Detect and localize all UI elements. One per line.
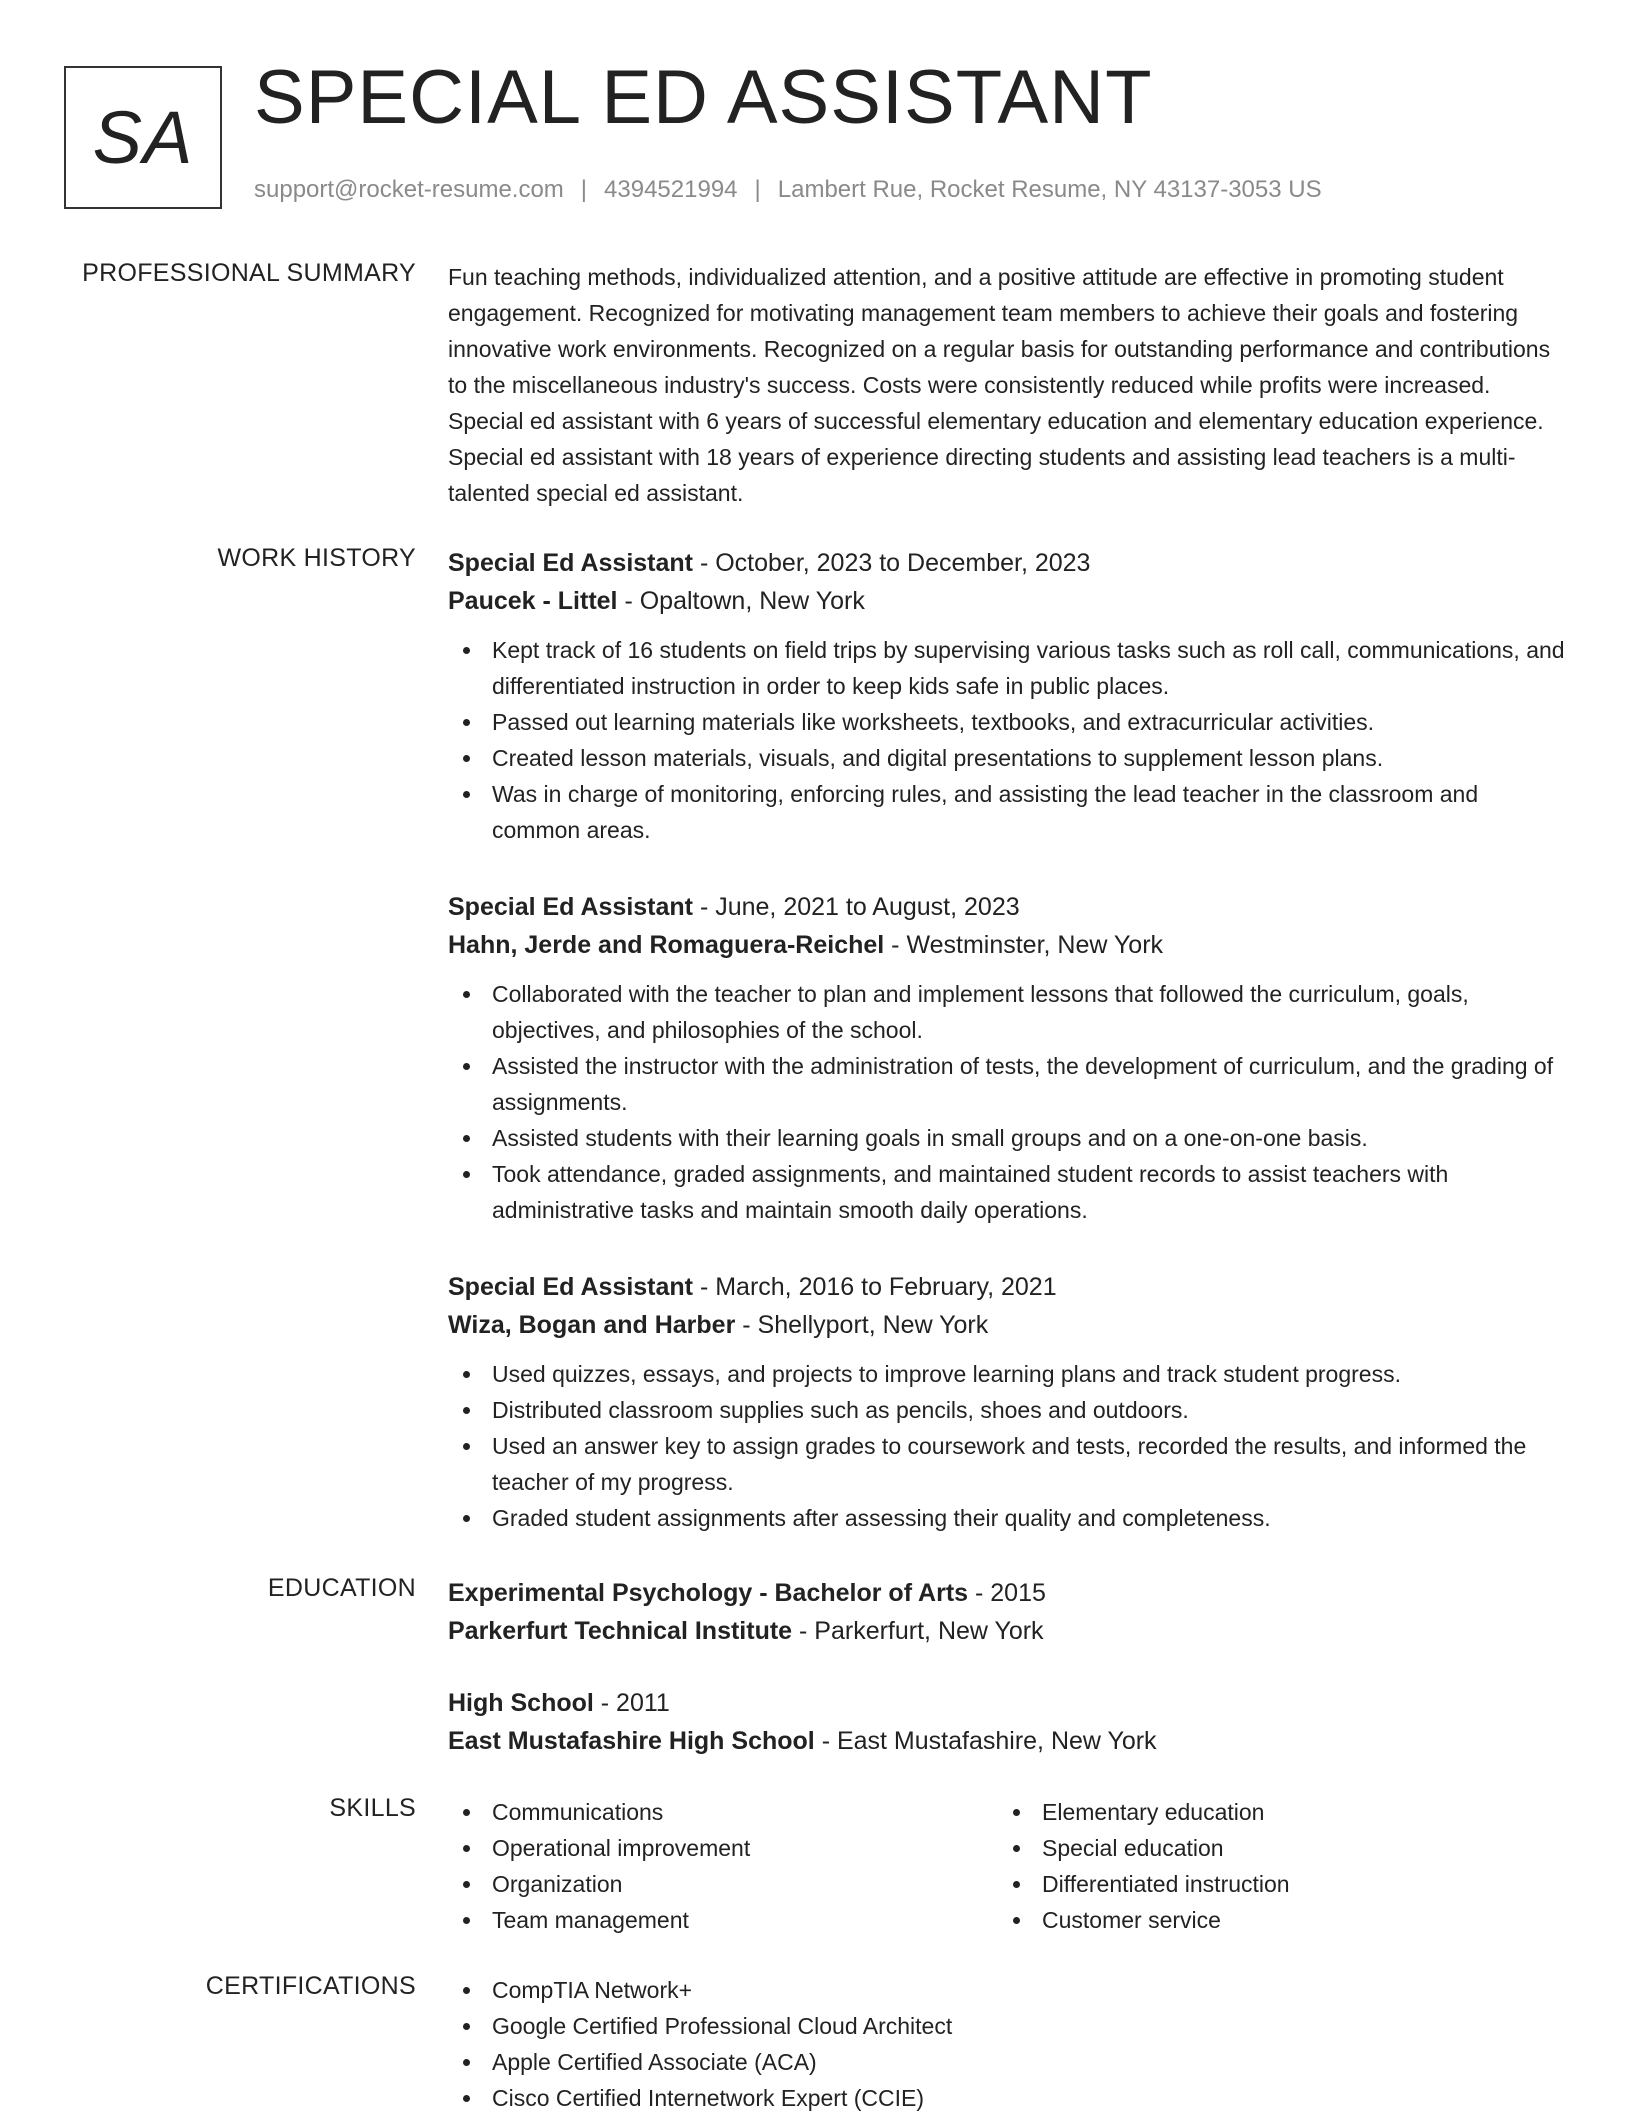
list-item: Collaborated with the teacher to plan and implement lessons that followed the curriculum, goals, objectives, and philosophies of the school. bbox=[448, 976, 1566, 1048]
job-company-line bbox=[448, 926, 1566, 964]
list-item: Passed out learning materials like worksheets, textbooks, and extracurricular activities. bbox=[448, 704, 1566, 740]
list-item: Team management bbox=[448, 1902, 998, 1938]
list-item: Was in charge of monitoring, enforcing rules, and assisting the lead teacher in the classroom and common areas. bbox=[448, 776, 1566, 848]
list-item: Cisco Certified Internetwork Expert (CCIE) bbox=[448, 2080, 1566, 2112]
initials: SA bbox=[92, 96, 194, 179]
certifications-title: CERTIFICATIONS bbox=[205, 1972, 416, 2000]
skills-left-list bbox=[448, 1794, 998, 1938]
job-location: - Shellyport, New York bbox=[735, 1311, 989, 1339]
contact-phone: 4394521994 bbox=[604, 176, 738, 203]
contact-address: Lambert Rue, Rocket Resume, NY 43137-3053 US bbox=[777, 176, 1322, 203]
job-role-line bbox=[448, 888, 1566, 926]
work-history-title: WORK HISTORY bbox=[217, 544, 416, 572]
job-bullets bbox=[448, 976, 1566, 1228]
contact-separator: | bbox=[580, 176, 588, 203]
list-item: Special education bbox=[998, 1830, 1548, 1866]
skills-grid bbox=[448, 1794, 1566, 1938]
list-item: Assisted students with their learning goals in small groups and on a one-on-one basis. bbox=[448, 1120, 1566, 1156]
job-role-line bbox=[448, 544, 1566, 582]
job-entry bbox=[448, 1268, 1566, 1536]
job-dates: - March, 2016 to February, 2021 bbox=[693, 1273, 1057, 1301]
education-degree: Experimental Psychology - Bachelor of Arts bbox=[448, 1579, 969, 1607]
skills-title: SKILLS bbox=[329, 1794, 416, 1822]
contact-separator: | bbox=[754, 176, 761, 203]
skills-right-list bbox=[998, 1794, 1548, 1938]
list-item: Differentiated instruction bbox=[998, 1866, 1548, 1902]
list-item: Operational improvement bbox=[448, 1830, 998, 1866]
education-degree-line bbox=[448, 1574, 1566, 1612]
job-company: Wiza, Bogan and Harber bbox=[448, 1311, 736, 1339]
list-item: CompTIA Network+ bbox=[448, 1972, 1566, 2008]
list-item: Used an answer key to assign grades to coursework and tests, recorded the results, and informed the teacher of my progress. bbox=[448, 1428, 1566, 1500]
list-item: Graded student assignments after assessing their quality and completeness. bbox=[448, 1500, 1566, 1536]
education-year: - 2015 bbox=[968, 1579, 1046, 1607]
list-item: Used quizzes, essays, and projects to improve learning plans and track student progress. bbox=[448, 1356, 1566, 1392]
resume-name: SPECIAL ED ASSISTANT bbox=[254, 55, 1153, 140]
education-year: - 2011 bbox=[593, 1689, 670, 1717]
education-degree-line bbox=[448, 1684, 1566, 1722]
list-item: Customer service bbox=[998, 1902, 1548, 1938]
education-school-line bbox=[448, 1612, 1566, 1650]
contact-line bbox=[254, 176, 1322, 204]
list-item: Apple Certified Associate (ACA) bbox=[448, 2044, 1566, 2080]
job-company-line bbox=[448, 1306, 1566, 1344]
list-item: Elementary education bbox=[998, 1794, 1548, 1830]
education-location: - Parkerfurt, New York bbox=[792, 1617, 1044, 1645]
summary-text: Fun teaching methods, individualized attention, and a positive attitude are effective in promoting student engagement. Recognized for motivating management team members to achieve their goals and fostering innovative work environments. Recognized on a regular basis for outstanding performance and contributions to the miscellaneous industry's success. Costs were consistently reduced while profits were increased. Special ed assistant with 6 years of successful elementary education and elementary education experience. Special ed assistant with 18 years of experience directing students and assisting lead teachers is a multi-talented special ed assistant. bbox=[448, 264, 1551, 506]
job-entry bbox=[448, 544, 1566, 848]
initials-monogram bbox=[64, 66, 222, 209]
job-bullets bbox=[448, 632, 1566, 848]
job-company-line bbox=[448, 582, 1566, 620]
job-dates: - October, 2023 to December, 2023 bbox=[693, 549, 1091, 577]
education-degree: High School bbox=[448, 1689, 594, 1717]
job-company: Paucek - Littel bbox=[448, 587, 618, 615]
job-company: Hahn, Jerde and Romaguera-Reichel bbox=[448, 931, 885, 959]
list-item: Assisted the instructor with the administration of tests, the development of curriculum, and the grading of assignments. bbox=[448, 1048, 1566, 1120]
education-title: EDUCATION bbox=[267, 1574, 416, 1602]
job-role: Special Ed Assistant bbox=[448, 1273, 693, 1301]
list-item: Created lesson materials, visuals, and digital presentations to supplement lesson plans. bbox=[448, 740, 1566, 776]
education-entry bbox=[448, 1684, 1566, 1760]
job-role: Special Ed Assistant bbox=[448, 893, 693, 921]
job-entry bbox=[448, 888, 1566, 1228]
job-location: - Opaltown, New York bbox=[617, 587, 865, 615]
education-school: East Mustafashire High School bbox=[448, 1727, 815, 1755]
list-item: Took attendance, graded assignments, and maintained student records to assist teachers with administrative tasks and maintain smooth daily operations. bbox=[448, 1156, 1566, 1228]
list-item: Distributed classroom supplies such as pencils, shoes and outdoors. bbox=[448, 1392, 1566, 1428]
list-item: Kept track of 16 students on field trips by supervising various tasks such as roll call, communications, and differentiated instruction in order to keep kids safe in public places. bbox=[448, 632, 1566, 704]
job-bullets bbox=[448, 1356, 1566, 1536]
list-item: Organization bbox=[448, 1866, 998, 1902]
education-school-line bbox=[448, 1722, 1566, 1760]
list-item: Google Certified Professional Cloud Architect bbox=[448, 2008, 1566, 2044]
certifications-list bbox=[448, 1972, 1566, 2112]
job-dates: - June, 2021 to August, 2023 bbox=[693, 893, 1020, 921]
job-role: Special Ed Assistant bbox=[448, 549, 693, 577]
contact-email: support@rocket-resume.com bbox=[254, 176, 564, 203]
education-school: Parkerfurt Technical Institute bbox=[448, 1617, 793, 1645]
list-item: Communications bbox=[448, 1794, 998, 1830]
summary-title: PROFESSIONAL SUMMARY bbox=[82, 259, 416, 287]
job-location: - Westminster, New York bbox=[884, 931, 1164, 959]
job-role-line bbox=[448, 1268, 1566, 1306]
education-location: - East Mustafashire, New York bbox=[814, 1727, 1157, 1755]
education-entry bbox=[448, 1574, 1566, 1650]
